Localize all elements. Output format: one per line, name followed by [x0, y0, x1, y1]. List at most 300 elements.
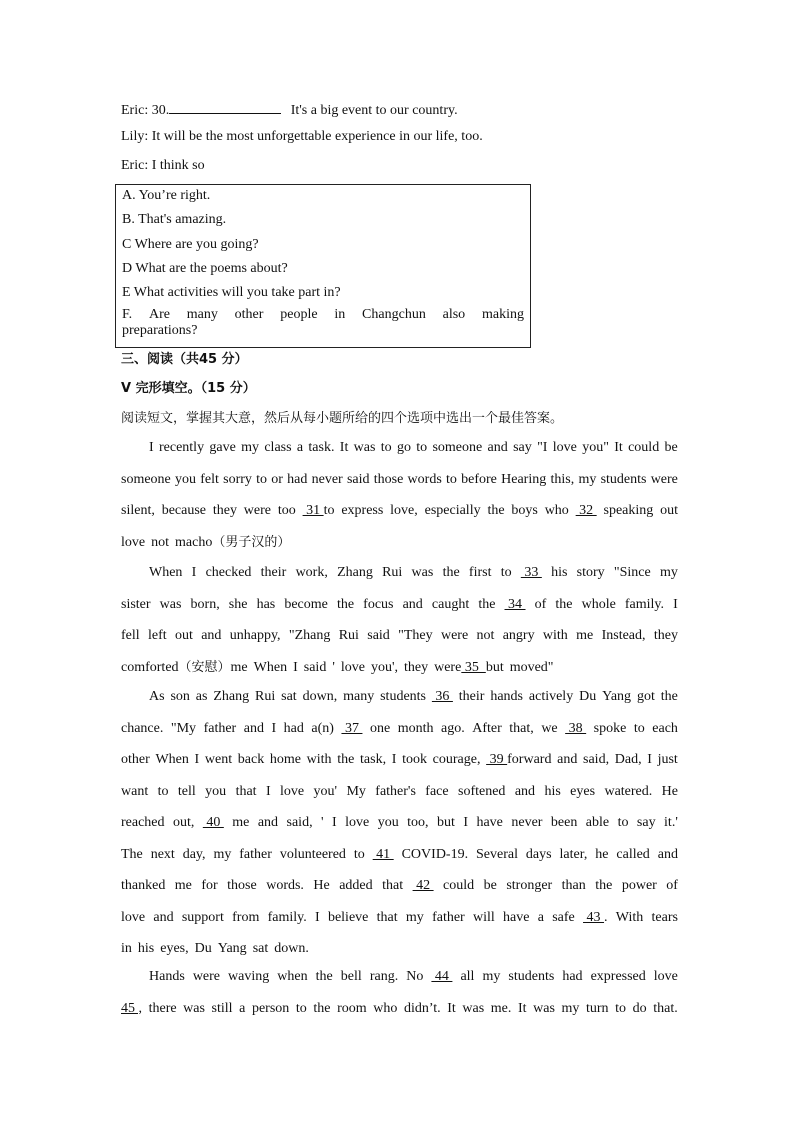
word: was [533, 1000, 555, 1016]
word: has [256, 596, 276, 612]
passage-line [121, 751, 678, 769]
word: my [241, 440, 260, 455]
word: a [296, 440, 304, 455]
answer-blank-word [576, 502, 597, 520]
word: tears [651, 909, 678, 925]
passage-line [121, 688, 678, 706]
answer-blank: 42 [412, 878, 434, 893]
word: went [204, 752, 233, 767]
answer-blank: 44 [431, 969, 453, 984]
word: I [673, 596, 678, 612]
answer-blank-word: 39 forward [486, 752, 552, 767]
answer-blank: 41 [372, 846, 394, 862]
word: added [339, 878, 373, 893]
answer-blank: 32 [575, 503, 597, 518]
answer-blank-word [432, 688, 453, 706]
word: "They [398, 628, 433, 643]
word: those [373, 471, 404, 487]
word: I [265, 783, 271, 799]
word: ' [321, 815, 324, 830]
word: later, [559, 846, 588, 862]
word: never [511, 815, 543, 830]
word: were [243, 503, 271, 518]
word: turn [586, 1000, 609, 1016]
word: from [232, 909, 260, 925]
word: to [353, 846, 365, 862]
reading-section-title: 三、阅读（共45 分） [121, 352, 248, 367]
word: the [313, 1000, 331, 1016]
word: angry [502, 628, 535, 643]
word: had [562, 969, 583, 984]
word: with [306, 752, 332, 767]
word: I [647, 752, 652, 767]
answer-blank-word: 43 . [583, 909, 608, 925]
word: words. [266, 878, 304, 893]
word: of [666, 878, 678, 893]
word: just [657, 752, 678, 767]
word: someone [432, 440, 483, 455]
word: born, [190, 596, 220, 612]
word: watered. [604, 783, 653, 799]
cloze-instruction: 阅读短文，掌握其大意，然后从每小题所给的四个选项中选出一个最佳答案。 [121, 411, 564, 426]
word: task, [360, 752, 387, 767]
passage-paragraph-2 [121, 564, 678, 690]
option-a: A. You’re right. [122, 188, 211, 203]
word: father's [375, 783, 416, 799]
word: when [277, 969, 308, 984]
word: students [508, 969, 555, 984]
option-f [122, 307, 524, 339]
word: Du [579, 689, 597, 704]
answer-blank-word [341, 720, 362, 738]
answer-blank: 43 [583, 909, 605, 925]
word: F. [122, 307, 133, 322]
word: there [148, 1000, 177, 1016]
word: able [585, 815, 610, 830]
answer-blank-word [373, 846, 394, 864]
word: believe [327, 909, 369, 925]
word: It [614, 440, 623, 455]
word: and [243, 720, 264, 736]
word: didn’t. [403, 1000, 441, 1016]
word: class [264, 440, 292, 455]
word: family. [267, 909, 307, 925]
word: making [481, 307, 524, 322]
word: It [339, 440, 349, 455]
word: a [537, 909, 544, 925]
word: you', [370, 659, 398, 675]
word: too, [407, 815, 429, 830]
word: many [186, 307, 218, 322]
answer-blank-word [521, 564, 542, 582]
word: COVID-19. [401, 846, 469, 862]
word: who [373, 1000, 398, 1016]
word: become [284, 596, 328, 612]
word: said [367, 628, 390, 643]
word: and [201, 628, 222, 643]
word: all [460, 969, 475, 984]
word: love [121, 909, 146, 925]
word: checked [205, 565, 252, 580]
word: father [432, 909, 465, 925]
word: that, [509, 720, 534, 736]
dialogue-lily: Lily: It will be the most unforgettable experience in our life, too. [121, 129, 483, 144]
word: that [382, 878, 404, 893]
cloze-section-title: V 完形填空。（15 分） [121, 381, 256, 396]
word: me [576, 628, 594, 643]
passage-line [121, 659, 678, 677]
word: we [541, 720, 558, 736]
passage-paragraph-3 [121, 688, 678, 972]
options-box [115, 184, 531, 348]
answer-blank-word: were 35 but [434, 659, 504, 675]
word: love, [390, 503, 418, 518]
word: express [341, 503, 384, 518]
word: expressed [590, 969, 646, 984]
word: to [256, 471, 268, 487]
word: say [513, 440, 532, 455]
answer-blank: 34 [504, 596, 526, 612]
answer-blank-word [565, 720, 586, 738]
word: With [615, 909, 644, 925]
word: The [121, 846, 143, 862]
word: task. [308, 440, 335, 455]
passage-line [121, 846, 678, 864]
word: the [442, 565, 460, 580]
word: got [636, 689, 655, 704]
word: stronger [506, 878, 553, 893]
word: to [380, 440, 392, 455]
word: the [337, 752, 355, 767]
answer-blank-word [413, 877, 434, 895]
word: He [313, 878, 330, 893]
answer-blank: 31 [302, 503, 324, 518]
word: me. [490, 1000, 512, 1016]
word: could [628, 440, 660, 455]
word: and [257, 815, 279, 830]
word: Du [194, 941, 212, 956]
dialogue-eric-30: Eric: 30. It's a big event to our country. [121, 99, 458, 120]
word: people [280, 307, 318, 322]
word: down. [274, 941, 309, 956]
word: be [483, 878, 497, 893]
word: you" [582, 440, 609, 455]
word: work, [295, 565, 328, 580]
option-f-line2: preparations? [122, 323, 198, 338]
word: called [616, 846, 650, 862]
word: but [437, 815, 455, 830]
word: have [503, 909, 530, 925]
word: family. [624, 596, 665, 612]
word: I [191, 565, 197, 580]
word: that [376, 909, 398, 925]
word: day, [182, 846, 206, 862]
word: I [271, 720, 277, 736]
answer-blank-word [203, 814, 224, 832]
word: students [380, 689, 426, 704]
word: As [149, 689, 165, 704]
word: softened [458, 783, 506, 799]
word: Yang [217, 941, 247, 956]
word: face [425, 783, 449, 799]
word: out [174, 628, 193, 643]
word: still [211, 1000, 233, 1016]
word: he [595, 846, 609, 862]
word: "I [537, 440, 548, 455]
word: one [369, 720, 391, 736]
word: story [576, 565, 605, 580]
word: Rui [382, 565, 403, 580]
word: When [253, 659, 288, 675]
word: unhappy, [229, 628, 281, 643]
word: After [472, 720, 502, 736]
word: with [542, 628, 568, 643]
word: they [404, 659, 429, 675]
word: in [121, 941, 132, 956]
word: It [447, 1000, 456, 1016]
word: those [227, 878, 257, 893]
word: to [615, 1000, 627, 1016]
word: and [153, 909, 174, 925]
word: you [205, 783, 227, 799]
word: Instead, [601, 628, 646, 643]
answer-blank: 45 , [121, 1000, 142, 1016]
word: focus [363, 596, 394, 612]
option-d: D What are the poems about? [122, 261, 288, 276]
word: fell [121, 628, 140, 643]
word: and [557, 752, 578, 767]
word: caught [431, 596, 470, 612]
word: had [287, 471, 308, 487]
word: and [514, 783, 536, 799]
word: do [632, 1000, 647, 1016]
word: thanked [121, 878, 166, 893]
passage-line [121, 1000, 678, 1018]
word: next [150, 846, 175, 862]
word: love [121, 534, 146, 550]
word: Hands [149, 969, 185, 984]
word: Dad, [614, 752, 642, 767]
word: in [334, 307, 346, 322]
answer-blank-word: 31 to [302, 503, 335, 518]
word: me [232, 815, 250, 830]
word: my [482, 969, 501, 984]
word: sorry [223, 471, 252, 487]
word: whole [581, 596, 616, 612]
word: because [161, 503, 206, 518]
word: could [443, 878, 475, 893]
word: to [633, 720, 645, 736]
word: moved" [509, 659, 554, 675]
word: felt [200, 471, 219, 487]
word: they [653, 628, 678, 643]
word: Zhang [337, 565, 373, 580]
word: the [595, 878, 613, 893]
word: love [280, 783, 305, 799]
word: a [239, 1000, 246, 1016]
word: reached [121, 815, 165, 830]
word: be [664, 440, 678, 455]
word: hands [490, 689, 523, 704]
answer-blank-word [505, 596, 526, 614]
word: many [343, 689, 375, 704]
word: she [228, 596, 248, 612]
word: Several [476, 846, 518, 862]
word: comforted（安慰）me [121, 659, 248, 675]
word: actively [528, 689, 574, 704]
word: say [636, 815, 656, 830]
word: it.' [664, 815, 678, 830]
word: and [657, 846, 678, 862]
word: said [346, 471, 370, 487]
word: want [121, 783, 149, 799]
word: a(n) [311, 720, 334, 736]
answer-blank-word [121, 1000, 142, 1018]
word: the [660, 689, 678, 704]
word: Hearing [501, 471, 547, 487]
word: boys [511, 503, 538, 518]
word: and [487, 440, 508, 455]
word: Zhang [213, 689, 250, 704]
word: love [340, 659, 365, 675]
word: son [170, 689, 190, 704]
word: tell [177, 783, 196, 799]
word: especially [424, 503, 481, 518]
word: love [345, 815, 370, 830]
word: courage, [432, 752, 481, 767]
word: back [237, 752, 265, 767]
word: someone [121, 471, 171, 487]
word: safe [552, 909, 575, 925]
passage-line [121, 814, 678, 832]
word: love [552, 440, 577, 455]
word: I [149, 440, 154, 455]
word: the [555, 596, 573, 612]
word: I [293, 659, 298, 675]
word: that [235, 783, 257, 799]
passage-line [121, 439, 678, 457]
word: of [534, 596, 547, 612]
word: sat [281, 689, 297, 704]
word: was [411, 565, 434, 580]
passage-line [121, 502, 678, 520]
word: eyes [570, 783, 596, 799]
word: me [174, 878, 192, 893]
word: will [472, 909, 495, 925]
word: sister [121, 596, 151, 612]
word: my [578, 471, 597, 487]
word: other [234, 307, 264, 322]
word: said, [286, 815, 313, 830]
word: and [402, 596, 423, 612]
word: students [600, 471, 647, 487]
word: father [239, 846, 272, 862]
answer-blank: 36 [431, 689, 453, 704]
word: was [183, 1000, 205, 1016]
word: their [260, 565, 287, 580]
word: I [194, 752, 200, 767]
word: rang. [369, 969, 399, 984]
word: down, [302, 689, 338, 704]
answer-blank-word [431, 968, 452, 986]
word: ' [332, 659, 335, 675]
word: to [416, 440, 428, 455]
word: my [213, 846, 232, 862]
answer-blank: 39 [486, 752, 508, 767]
word: He [661, 783, 678, 799]
word: the [487, 503, 505, 518]
word: for [201, 878, 218, 893]
word: "My [170, 720, 197, 736]
word: Yang [602, 689, 632, 704]
passage-line [121, 968, 678, 986]
word: not [476, 628, 495, 643]
word: his [551, 565, 568, 580]
word: spoke [593, 720, 627, 736]
word: you [175, 471, 196, 487]
word: Changchun [362, 307, 426, 322]
word: words [407, 471, 442, 487]
word: that. [653, 1000, 678, 1016]
word: the [478, 596, 496, 612]
word: love [653, 969, 678, 984]
word: silent, [121, 503, 155, 518]
passage-line [121, 783, 678, 801]
word: you [377, 815, 399, 830]
word: took [402, 752, 427, 767]
word: was [462, 1000, 485, 1016]
word: Rui [255, 689, 276, 704]
word: his [137, 941, 155, 956]
word: had [283, 720, 304, 736]
word: my [659, 565, 678, 580]
passage-line [121, 877, 678, 895]
word: recently [158, 440, 205, 455]
option-e: E What activities will you take part in? [122, 285, 341, 300]
word: were [192, 969, 221, 984]
word: support [181, 909, 224, 925]
word: power [621, 878, 657, 893]
word: said, [583, 752, 610, 767]
word: to [157, 783, 169, 799]
word: never [311, 471, 343, 487]
word: ago. [441, 720, 465, 736]
word: been [550, 815, 578, 830]
option-c: C Where are you going? [122, 237, 259, 252]
word: to [446, 471, 457, 487]
word: Rui [338, 628, 359, 643]
word: you' [313, 783, 338, 799]
answer-blank: 37 [341, 720, 363, 736]
word: their [458, 689, 485, 704]
word: first [468, 565, 492, 580]
word: It [517, 1000, 527, 1016]
passage-paragraph-1 [121, 439, 678, 565]
word: When [155, 752, 189, 767]
passage-line [121, 534, 678, 552]
passage-paragraph-4 [121, 968, 678, 1031]
word: was [353, 440, 376, 455]
word: were [650, 471, 678, 487]
answer-blank: 38 [565, 720, 587, 736]
option-b: B. That's amazing. [122, 212, 227, 227]
word: go [396, 440, 411, 455]
word: I [332, 815, 337, 830]
word: No [406, 969, 424, 984]
word: When [149, 565, 183, 580]
word: "Since [613, 565, 651, 580]
word: My [346, 783, 366, 799]
